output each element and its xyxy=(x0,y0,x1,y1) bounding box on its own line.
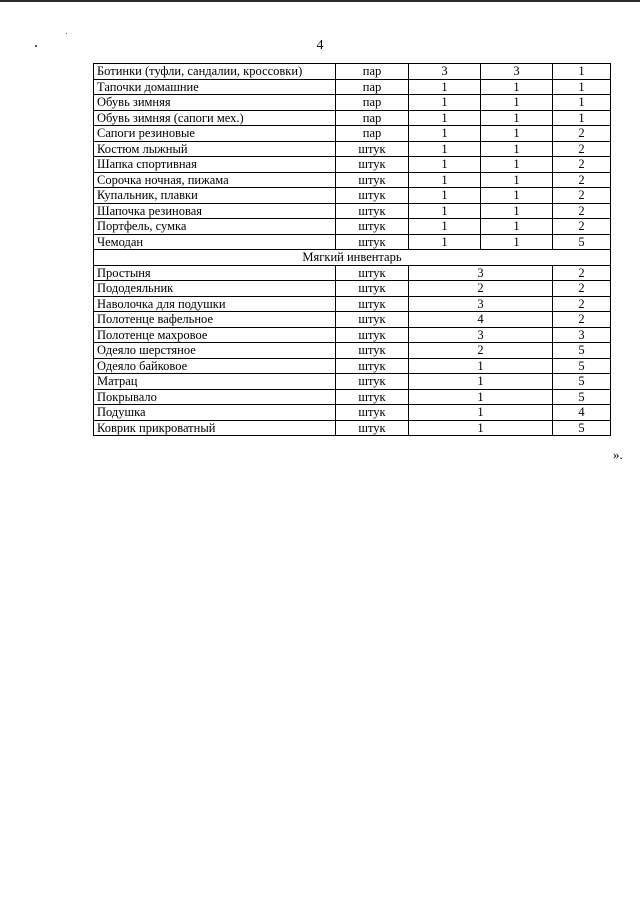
item-name: Наволочка для подушки xyxy=(94,296,336,312)
table-row xyxy=(94,64,611,80)
item-name: Костюм лыжный xyxy=(94,141,336,157)
table-row xyxy=(94,312,611,328)
table-row xyxy=(94,358,611,374)
item-quantity: 5 xyxy=(553,343,611,359)
table-row xyxy=(94,296,611,312)
item-quantity-merged: 2 xyxy=(409,281,553,297)
table-row xyxy=(94,188,611,204)
item-quantity: 5 xyxy=(553,420,611,436)
item-unit: штук xyxy=(336,234,409,250)
item-quantity-merged: 1 xyxy=(409,358,553,374)
item-quantity: 2 xyxy=(553,188,611,204)
item-unit: штук xyxy=(336,203,409,219)
item-name: Коврик прикроватный xyxy=(94,420,336,436)
table-row xyxy=(94,265,611,281)
item-quantity: 2 xyxy=(553,312,611,328)
item-quantity-merged: 1 xyxy=(409,389,553,405)
item-unit: штук xyxy=(336,327,409,343)
item-unit: штук xyxy=(336,312,409,328)
section-header-row xyxy=(94,250,611,266)
item-name: Шапка спортивная xyxy=(94,157,336,173)
table-row xyxy=(94,203,611,219)
item-name: Сапоги резиновые xyxy=(94,126,336,142)
item-name: Тапочки домашние xyxy=(94,79,336,95)
item-quantity-merged: 4 xyxy=(409,312,553,328)
closing-quote: ». xyxy=(613,447,623,462)
item-quantity: 1 xyxy=(481,157,553,173)
table-row xyxy=(94,405,611,421)
item-unit: штук xyxy=(336,157,409,173)
item-unit: штук xyxy=(336,219,409,235)
item-unit: пар xyxy=(336,79,409,95)
item-unit: штук xyxy=(336,172,409,188)
item-quantity: 2 xyxy=(553,157,611,173)
item-quantity: 5 xyxy=(553,358,611,374)
item-quantity: 5 xyxy=(553,234,611,250)
item-unit: пар xyxy=(336,126,409,142)
item-quantity: 1 xyxy=(409,110,481,126)
table-row xyxy=(94,95,611,111)
table-row xyxy=(94,420,611,436)
table-row xyxy=(94,157,611,173)
item-unit: штук xyxy=(336,281,409,297)
scan-top-rule xyxy=(0,0,640,2)
item-quantity: 1 xyxy=(481,141,553,157)
item-quantity: 2 xyxy=(553,126,611,142)
item-unit: штук xyxy=(336,374,409,390)
item-quantity-merged: 1 xyxy=(409,374,553,390)
item-quantity: 1 xyxy=(409,141,481,157)
table-row xyxy=(94,281,611,297)
inventory-table-body xyxy=(94,64,611,436)
item-name: Пододеяльник xyxy=(94,281,336,297)
item-quantity: 4 xyxy=(553,405,611,421)
item-quantity: 2 xyxy=(553,281,611,297)
item-name: Полотенце вафельное xyxy=(94,312,336,328)
table-row xyxy=(94,141,611,157)
item-name: Полотенце махровое xyxy=(94,327,336,343)
item-quantity: 1 xyxy=(409,157,481,173)
item-quantity-merged: 2 xyxy=(409,343,553,359)
item-name: Шапочка резиновая xyxy=(94,203,336,219)
item-quantity: 1 xyxy=(481,110,553,126)
item-name: Одеяло шерстяное xyxy=(94,343,336,359)
item-quantity: 1 xyxy=(481,95,553,111)
item-quantity-merged: 3 xyxy=(409,296,553,312)
item-name: Ботинки (туфли, сандалии, кроссовки) xyxy=(94,64,336,80)
item-name: Обувь зимняя (сапоги мех.) xyxy=(94,110,336,126)
item-quantity-merged: 1 xyxy=(409,420,553,436)
item-unit: пар xyxy=(336,110,409,126)
item-quantity: 1 xyxy=(553,79,611,95)
item-quantity: 1 xyxy=(481,172,553,188)
section-title: Мягкий инвентарь xyxy=(94,250,611,266)
item-quantity: 5 xyxy=(553,389,611,405)
table-row xyxy=(94,234,611,250)
item-quantity: 2 xyxy=(553,203,611,219)
item-quantity: 1 xyxy=(409,203,481,219)
table-row xyxy=(94,219,611,235)
item-quantity: 2 xyxy=(553,141,611,157)
item-name: Обувь зимняя xyxy=(94,95,336,111)
item-quantity: 1 xyxy=(409,79,481,95)
item-quantity: 1 xyxy=(553,64,611,80)
item-quantity: 1 xyxy=(481,188,553,204)
item-name: Покрывало xyxy=(94,389,336,405)
item-quantity-merged: 3 xyxy=(409,265,553,281)
item-unit: штук xyxy=(336,389,409,405)
item-name: Матрац xyxy=(94,374,336,390)
item-quantity: 1 xyxy=(481,203,553,219)
item-unit: штук xyxy=(336,265,409,281)
item-quantity: 1 xyxy=(409,234,481,250)
item-quantity: 1 xyxy=(409,172,481,188)
item-unit: штук xyxy=(336,358,409,374)
item-unit: пар xyxy=(336,95,409,111)
item-name: Портфель, сумка xyxy=(94,219,336,235)
item-quantity: 3 xyxy=(409,64,481,80)
item-unit: штук xyxy=(336,188,409,204)
item-quantity: 1 xyxy=(553,95,611,111)
item-quantity: 1 xyxy=(409,219,481,235)
item-unit: пар xyxy=(336,64,409,80)
page-number: 4 xyxy=(316,38,324,53)
scan-speck xyxy=(66,33,67,34)
item-quantity: 1 xyxy=(409,95,481,111)
item-quantity: 1 xyxy=(481,79,553,95)
inventory-table xyxy=(93,63,611,436)
item-quantity: 2 xyxy=(553,296,611,312)
item-name: Одеяло байковое xyxy=(94,358,336,374)
table-row xyxy=(94,79,611,95)
item-quantity-merged: 3 xyxy=(409,327,553,343)
item-unit: штук xyxy=(336,420,409,436)
item-quantity: 5 xyxy=(553,374,611,390)
item-quantity: 1 xyxy=(481,219,553,235)
table-row xyxy=(94,172,611,188)
item-quantity: 2 xyxy=(553,219,611,235)
table-row xyxy=(94,327,611,343)
item-name: Простыня xyxy=(94,265,336,281)
table-row xyxy=(94,374,611,390)
item-quantity: 1 xyxy=(481,234,553,250)
item-quantity: 2 xyxy=(553,172,611,188)
table-row xyxy=(94,343,611,359)
table-row xyxy=(94,110,611,126)
item-quantity: 2 xyxy=(553,265,611,281)
item-quantity-merged: 1 xyxy=(409,405,553,421)
item-quantity: 3 xyxy=(553,327,611,343)
item-name: Сорочка ночная, пижама xyxy=(94,172,336,188)
item-unit: штук xyxy=(336,343,409,359)
item-quantity: 1 xyxy=(481,126,553,142)
item-unit: штук xyxy=(336,141,409,157)
item-name: Подушка xyxy=(94,405,336,421)
item-name: Купальник, плавки xyxy=(94,188,336,204)
table-row xyxy=(94,389,611,405)
item-name: Чемодан xyxy=(94,234,336,250)
item-quantity: 1 xyxy=(553,110,611,126)
item-unit: штук xyxy=(336,405,409,421)
item-unit: штук xyxy=(336,296,409,312)
item-quantity: 3 xyxy=(481,64,553,80)
item-quantity: 1 xyxy=(409,188,481,204)
table-row xyxy=(94,126,611,142)
item-quantity: 1 xyxy=(409,126,481,142)
